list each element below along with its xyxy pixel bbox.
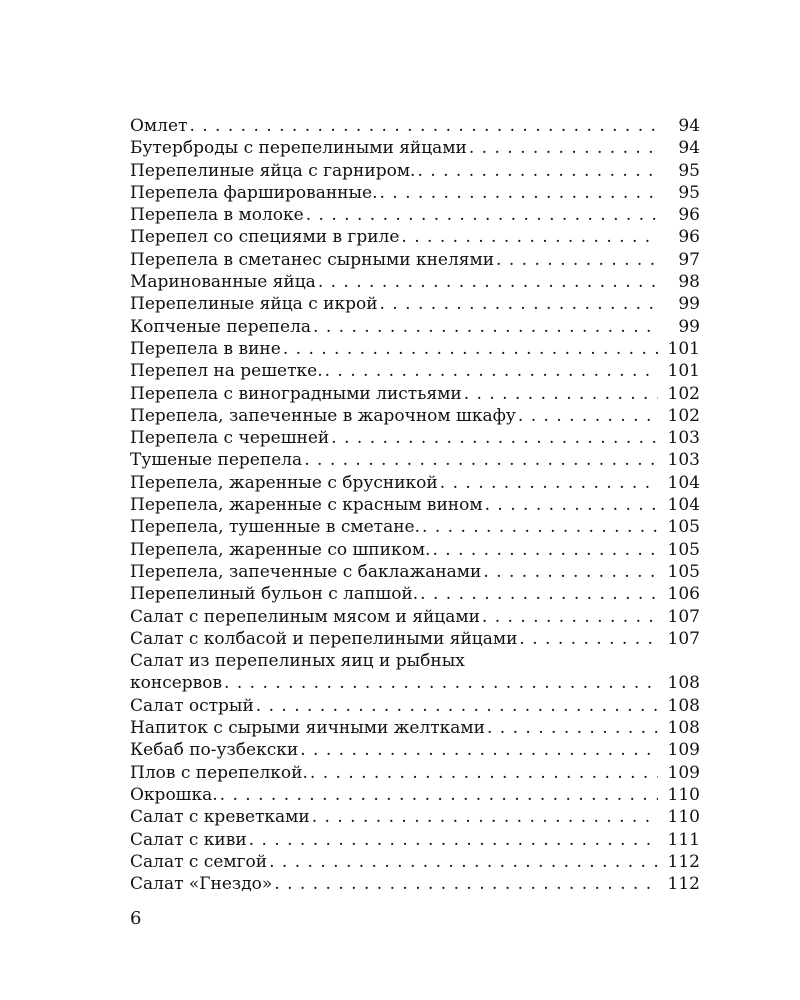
toc-leader-dots bbox=[220, 784, 658, 806]
toc-entry-page: 104 bbox=[667, 472, 700, 493]
toc-entry-page: 108 bbox=[667, 718, 700, 739]
toc-leader-dots bbox=[224, 672, 658, 694]
toc-entry-page: 101 bbox=[667, 338, 700, 359]
toc-leader-dots bbox=[518, 405, 658, 427]
toc-entry-title: Салат с киви bbox=[130, 829, 247, 850]
toc-entry-title: Перепелиные яйца с гарниром. bbox=[130, 160, 416, 181]
page-number: 6 bbox=[130, 908, 142, 929]
toc-entry bbox=[130, 539, 700, 561]
toc-entry bbox=[130, 695, 700, 717]
toc-entry bbox=[130, 606, 700, 628]
toc-entry-page: 94 bbox=[678, 116, 700, 136]
toc-entry-title: Перепела, запеченные с баклажанами bbox=[130, 561, 482, 582]
toc-entry-page: 112 bbox=[667, 851, 700, 872]
toc-entry bbox=[130, 739, 700, 761]
toc-entry-title: Перепела, запеченные в жарочном шкафу bbox=[130, 405, 516, 426]
toc-entry-page: 112 bbox=[667, 874, 700, 895]
toc-entry bbox=[130, 226, 700, 248]
toc-entry-page: 106 bbox=[667, 584, 700, 605]
toc-entry-title: Плов с перепелкой. bbox=[130, 762, 308, 783]
toc-entry-title: Салат с колбасой и перепелиными яйцами bbox=[130, 628, 518, 649]
toc-entry-page: 107 bbox=[667, 628, 700, 649]
toc-entry-page: 107 bbox=[667, 606, 700, 627]
toc-entry-page: 96 bbox=[678, 205, 700, 226]
toc-entry bbox=[130, 204, 700, 226]
toc-entry-page: 105 bbox=[667, 539, 700, 560]
toc-leader-dots bbox=[249, 829, 658, 851]
toc-entry-page: 96 bbox=[678, 227, 700, 248]
toc-entry bbox=[130, 405, 700, 427]
toc-leader-dots bbox=[482, 606, 658, 628]
toc-leader-dots bbox=[496, 249, 658, 271]
toc-entry-title: Салат из перепелиных яиц и рыбных bbox=[130, 651, 465, 672]
toc-entry-title: Напиток с сырыми яичными желтками bbox=[130, 718, 485, 739]
toc-entry-page: 102 bbox=[667, 383, 700, 404]
toc-entry-page: 109 bbox=[667, 762, 700, 783]
toc-entry bbox=[130, 472, 700, 494]
toc-entry bbox=[130, 137, 700, 159]
toc-entry bbox=[130, 873, 700, 895]
toc-entry bbox=[130, 338, 700, 360]
toc-entry-title: Перепелиный бульон с лапшой. bbox=[130, 584, 419, 605]
toc-entry-page: 108 bbox=[667, 695, 700, 716]
toc-entry-page: 105 bbox=[667, 517, 700, 538]
toc-entry bbox=[130, 494, 700, 516]
toc-leader-dots bbox=[422, 516, 658, 538]
toc-entry-title: Окрошка. bbox=[130, 784, 218, 805]
toc-leader-dots bbox=[483, 561, 658, 583]
toc-entry bbox=[130, 762, 700, 784]
toc-entry-title: Тушеные перепела bbox=[130, 450, 303, 471]
toc-entry-title: консервов bbox=[130, 673, 223, 694]
toc-leader-dots bbox=[380, 182, 659, 204]
toc-entry-title: Перепела, тушенные в сметане. bbox=[130, 517, 421, 538]
toc-entry bbox=[130, 784, 700, 806]
toc-entry-title: Омлет bbox=[130, 116, 188, 136]
toc-entry-title: Перепела фаршированные. bbox=[130, 182, 378, 203]
toc-leader-dots bbox=[283, 338, 658, 360]
toc-leader-dots bbox=[306, 204, 658, 226]
toc-entry-title: Копченые перепела bbox=[130, 316, 312, 337]
toc-entry-title: Перепела, жаренные со шпиком. bbox=[130, 539, 431, 560]
toc-leader-dots bbox=[313, 316, 658, 338]
toc-leader-dots bbox=[440, 472, 658, 494]
toc-entry-title: Перепелиные яйца с икрой bbox=[130, 294, 378, 315]
toc-entry-page: 110 bbox=[667, 784, 700, 805]
toc-entry-title: Перепела с черешней bbox=[130, 428, 330, 449]
toc-leader-dots bbox=[487, 717, 658, 739]
toc-entry-title: Перепела в молоке bbox=[130, 205, 304, 226]
toc-entry bbox=[130, 516, 700, 538]
toc-leader-dots bbox=[432, 539, 658, 561]
toc-leader-dots bbox=[485, 494, 658, 516]
toc-entry bbox=[130, 672, 700, 694]
toc-entry bbox=[130, 182, 700, 204]
toc-entry-title: Перепела с виноградными листьями bbox=[130, 383, 462, 404]
toc-entry-page: 99 bbox=[678, 294, 700, 315]
toc-leader-dots bbox=[401, 226, 658, 248]
toc-entry-page: 105 bbox=[667, 561, 700, 582]
toc-entry-title: Салат острый bbox=[130, 695, 254, 716]
toc-entry bbox=[130, 115, 700, 137]
toc-entry-title: Перепел со специями в гриле bbox=[130, 227, 400, 248]
toc-entry-page: 95 bbox=[678, 160, 700, 181]
toc-entry bbox=[130, 628, 700, 650]
toc-entry-title: Перепела в сметанес сырными кнелями bbox=[130, 249, 495, 270]
toc-entry bbox=[130, 383, 700, 405]
toc-entry-page: 101 bbox=[667, 361, 700, 382]
table-of-contents bbox=[130, 115, 700, 895]
toc-entry-title: Бутерброды с перепелиными яйцами bbox=[130, 138, 467, 159]
toc-entry-page: 102 bbox=[667, 405, 700, 426]
toc-entry-page: 94 bbox=[678, 138, 700, 159]
toc-entry-title: Салат с креветками bbox=[130, 807, 310, 828]
toc-leader-dots bbox=[274, 873, 658, 895]
toc-entry-title: Салат «Гнездо» bbox=[130, 874, 273, 895]
toc-entry-page: 97 bbox=[678, 249, 700, 270]
toc-entry-page: 109 bbox=[667, 740, 700, 761]
toc-entry-page: 95 bbox=[678, 182, 700, 203]
toc-leader-dots bbox=[312, 806, 658, 828]
toc-entry-title: Маринованные яйца bbox=[130, 272, 316, 293]
toc-entry-page: 104 bbox=[667, 495, 700, 516]
toc-entry-title: Перепела, жаренные с брусникой bbox=[130, 472, 438, 493]
toc-entry bbox=[130, 449, 700, 471]
toc-leader-dots bbox=[189, 115, 658, 137]
toc-entry bbox=[130, 851, 700, 873]
toc-leader-dots bbox=[380, 293, 658, 315]
toc-entry-title: Салат с семгой bbox=[130, 851, 268, 872]
toc-entry-page: 111 bbox=[667, 829, 700, 850]
toc-entry bbox=[130, 561, 700, 583]
toc-leader-dots bbox=[300, 739, 658, 761]
toc-entry bbox=[130, 427, 700, 449]
toc-leader-dots bbox=[331, 427, 658, 449]
toc-entry-page: 103 bbox=[667, 450, 700, 471]
toc-leader-dots bbox=[269, 851, 658, 873]
toc-entry bbox=[130, 829, 700, 851]
toc-entry bbox=[130, 583, 700, 605]
toc-leader-dots bbox=[519, 628, 658, 650]
toc-entry bbox=[130, 249, 700, 271]
toc-entry bbox=[130, 360, 700, 382]
toc-leader-dots bbox=[256, 695, 658, 717]
toc-entry-title: Перепел на решетке. bbox=[130, 361, 323, 382]
toc-entry bbox=[130, 650, 700, 672]
toc-entry bbox=[130, 293, 700, 315]
toc-leader-dots bbox=[318, 271, 658, 293]
toc-leader-dots bbox=[310, 762, 658, 784]
toc-entry-page: 98 bbox=[678, 272, 700, 293]
toc-entry bbox=[130, 717, 700, 739]
toc-entry-page: 108 bbox=[667, 673, 700, 694]
toc-leader-dots bbox=[325, 360, 658, 382]
toc-leader-dots bbox=[417, 160, 658, 182]
toc-leader-dots bbox=[420, 583, 658, 605]
toc-entry-page: 99 bbox=[678, 316, 700, 337]
toc-entry bbox=[130, 271, 700, 293]
toc-entry-title: Кебаб по-узбекски bbox=[130, 740, 299, 761]
toc-entry bbox=[130, 316, 700, 338]
toc-leader-dots bbox=[464, 383, 658, 405]
toc-entry-title: Перепела, жаренные с красным вином bbox=[130, 495, 483, 516]
toc-entry bbox=[130, 806, 700, 828]
toc-leader-dots bbox=[469, 137, 658, 159]
toc-entry-title: Салат с перепелиным мясом и яйцами bbox=[130, 606, 480, 627]
toc-leader-dots bbox=[304, 449, 658, 471]
toc-entry-page: 103 bbox=[667, 428, 700, 449]
toc-entry-page: 110 bbox=[667, 807, 700, 828]
toc-entry bbox=[130, 160, 700, 182]
toc-entry-title: Перепела в вине bbox=[130, 338, 281, 359]
